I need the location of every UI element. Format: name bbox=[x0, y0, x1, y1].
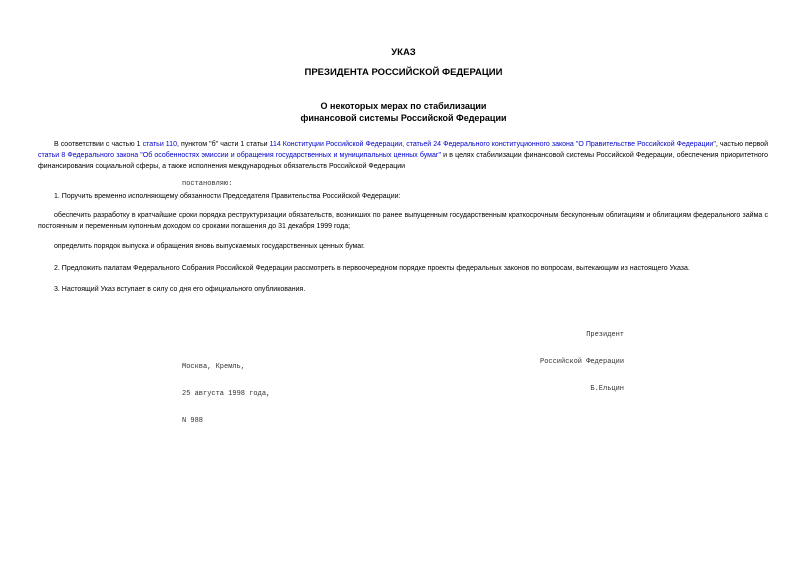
link-constitution-article-114[interactable]: 114 Конституции Российской Федерации bbox=[269, 141, 403, 148]
preamble-text-2: , пунктом "б" части 1 статьи bbox=[176, 141, 270, 148]
item-1-subitem-b: определить порядок выпуска и обращения вновь выпускаемых государственных ценных бумаг. bbox=[54, 243, 365, 250]
item-1-subitem-a-text: обеспечить разработку в кратчайшие сроки порядка реструктуризации обязательств, возникших по ранее выпущенным государственным краткосрочным бескупонным облигациям и облигациям федерального займа с постоянным и переменным купонным доходом со сроками погашения до 31 декабря 1999 года; bbox=[38, 212, 768, 230]
resolves-label: постановляю: bbox=[182, 180, 233, 188]
heading-line-2: финансовой системы Российской Федерации bbox=[300, 113, 507, 123]
link-securities-law-article-8[interactable]: статьи 8 Федерального закона "Об особенностях эмиссии и обращения государственных и муниципальных ценных бумаг" bbox=[38, 152, 441, 159]
signature-line-2: Российской Федерации bbox=[540, 358, 625, 366]
item-2: 2. Предложить палатам Федерального Собрания Российской Федерации рассмотреть в первоочередном порядке проекты федеральных законов по вопросам, вытекающим из настоящего Указа. bbox=[54, 265, 690, 272]
date-line: 25 августа 1998 года, bbox=[182, 390, 271, 398]
item-1: 1. Поручить временно исполняющему обязанности Председателя Правительства Российской Федерации: bbox=[54, 193, 401, 200]
preamble-text-4: , частью первой bbox=[715, 141, 769, 148]
document-heading bbox=[0, 100, 807, 124]
heading-line-1: О некоторых мерах по стабилизации bbox=[320, 101, 487, 111]
preamble-text-3: , bbox=[402, 141, 407, 148]
decree-number: N 988 bbox=[182, 417, 204, 425]
preamble-text-5: и в целях стабилизации финансовой системы Российской Федерации, обеспечения приоритетного финансирования социальной сферы, а также исполнения международных обязательств Российской Федерации bbox=[38, 152, 768, 170]
link-article-110[interactable]: статьи 110 bbox=[142, 141, 177, 148]
document-subtitle: ПРЕЗИДЕНТА РОССИЙСКОЙ ФЕДЕРАЦИИ bbox=[304, 67, 503, 78]
place-date-block bbox=[182, 345, 270, 444]
preamble-text-1: В соответствии с частью 1 bbox=[54, 141, 143, 148]
link-government-law-article-24[interactable]: статьей 24 Федерального конституционного закона "О Правительстве Российской Федерации" bbox=[406, 141, 716, 148]
item-3: 3. Настоящий Указ вступает в силу со дня его официального опубликования. bbox=[54, 286, 306, 293]
preamble-paragraph bbox=[38, 139, 768, 172]
place-line: Москва, Кремль, bbox=[182, 363, 246, 371]
document-title: УКАЗ bbox=[391, 47, 416, 58]
item-1-subitem-a bbox=[38, 210, 768, 232]
signature-block bbox=[540, 313, 624, 412]
signature-line-3: Б.Ельцин bbox=[590, 385, 624, 393]
signature-line-1: Президент bbox=[586, 331, 624, 339]
